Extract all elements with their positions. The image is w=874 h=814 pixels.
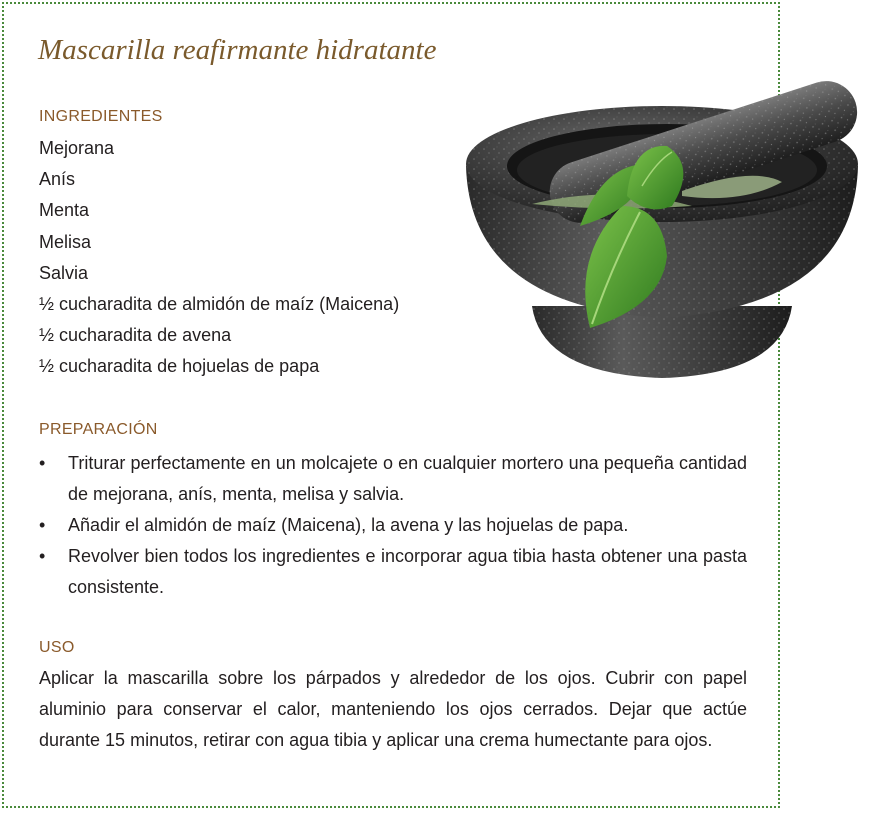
preparation-steps xyxy=(39,448,747,603)
mortar-and-pestle-with-herbs-icon xyxy=(462,56,870,382)
step-text: Añadir el almidón de maíz (Maicena), la avena y las hojuelas de papa. xyxy=(68,515,629,535)
step-text: Triturar perfectamente en un molcajete o en cualquier mortero una pequeña cantidad de mejorana, anís, menta, melisa y salvia. xyxy=(68,453,747,504)
ingredients-heading: INGREDIENTES xyxy=(39,108,163,125)
ingredient-item: Salvia xyxy=(39,262,89,283)
ingredient-item: Anís xyxy=(39,169,76,190)
usage-text: Aplicar la mascarilla sobre los párpados y alrededor de los ojos. Cubrir con papel aluminio para conservar el calor, manteniendo los ojos cerrados. Dejar que actúe durante 15 minutos, retirar con agua tibia y aplicar una crema humectante para ojos. xyxy=(39,668,747,750)
bullet-icon: • xyxy=(39,453,46,473)
ingredient-item: Melisa xyxy=(39,231,92,252)
preparation-step xyxy=(39,510,747,541)
step-text: Revolver bien todos los ingredientes e incorporar agua tibia hasta obtener una pasta consistente. xyxy=(68,546,747,597)
preparation-step xyxy=(39,448,747,510)
ingredients-list xyxy=(39,133,399,383)
preparation-heading: PREPARACIÓN xyxy=(39,421,158,438)
ingredient-item: Menta xyxy=(39,200,90,221)
bullet-icon: • xyxy=(39,546,46,566)
recipe-title: Mascarilla reafirmante hidratante xyxy=(38,34,437,66)
preparation-step xyxy=(39,541,747,603)
ingredient-item: ½ cucharadita de hojuelas de papa xyxy=(39,356,320,377)
usage-heading: USO xyxy=(39,639,75,656)
ingredient-item: ½ cucharadita de almidón de maíz (Maicena) xyxy=(39,293,400,314)
ingredient-item: Mejorana xyxy=(39,138,115,158)
bullet-icon: • xyxy=(39,515,46,535)
ingredient-item: ½ cucharadita de avena xyxy=(39,325,232,346)
